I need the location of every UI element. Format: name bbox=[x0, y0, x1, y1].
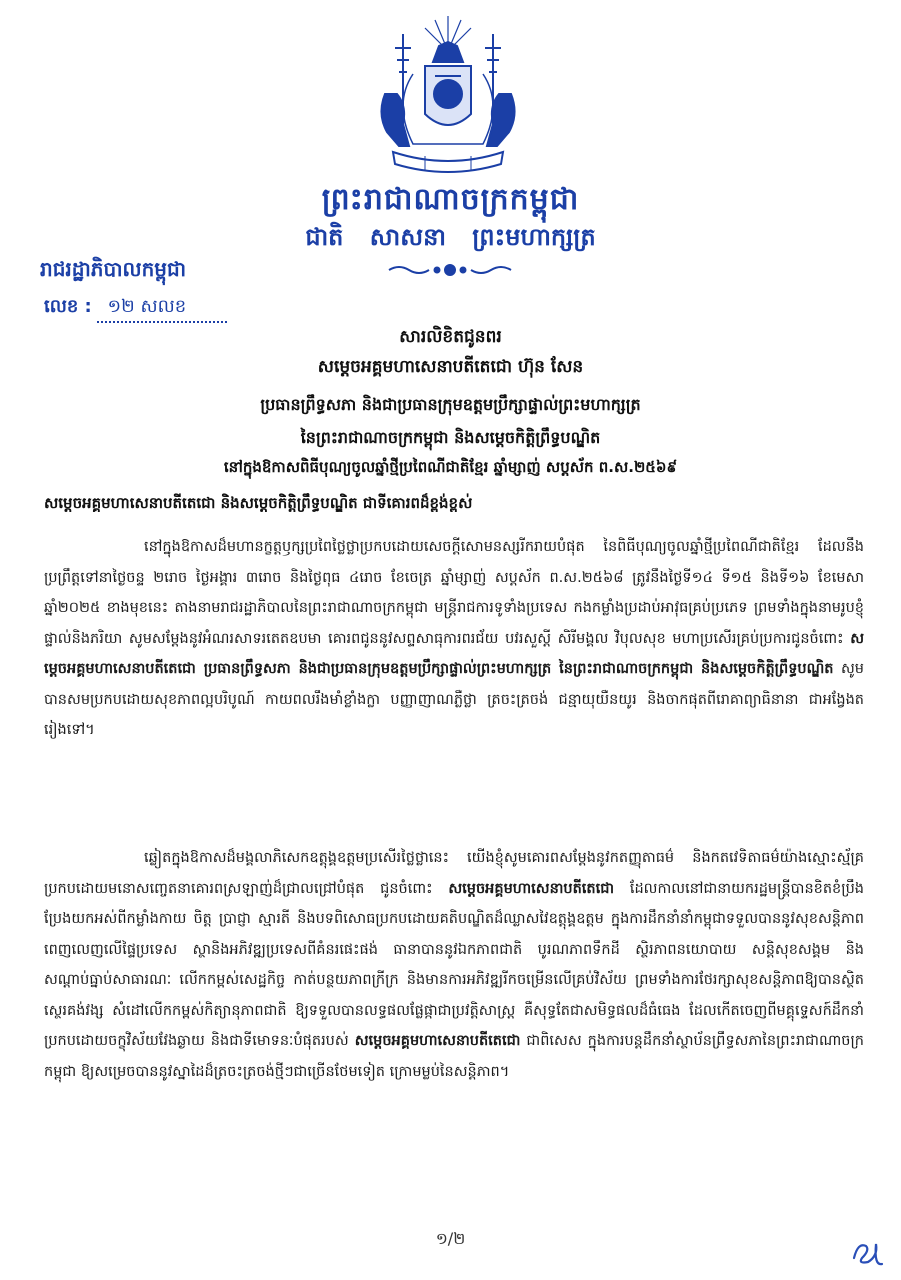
national-motto: ជាតិ សាសនា ព្រះមហាក្សត្រ bbox=[305, 223, 596, 251]
p2-text-a: ឆ្លៀតក្នុងឱកាសដ៏មង្គលាភិសេកឧត្តុង្គឧត្តមប្រសើរថ្លៃថ្លានេះ យើងខ្ញុំសូមគោរពសម្តែងនូវកតញ្ញុតាធម៌ និងកតវេទិតាធម៌យ៉ាងស្មោះស្ម័គ្រ ប្រកបដោយមនោសញ្ចេតនាគោរពស្រឡាញ់ដ៏ជ្រាលជ្រៅបំផុត ជូនចំពោះ bbox=[44, 850, 864, 897]
p1-text-a: នៅក្នុងឱកាសដ៏មហានក្ខត្តឫក្សប្រពៃថ្លៃថ្លាប្រកបដោយសេចក្តីសោមនស្សរីករាយបំផុត នៃពិធីបុណ្យចូលឆ្នាំថ្មីប្រពៃណីជាតិខ្មែរ ដែលនឹងប្រព្រឹត្តទៅនាថ្ងៃចន្ទ ២រោច ថ្ងៃអង្គារ ៣រោច និងថ្ងៃពុធ ៤រោច ខែចេត្រ ឆ្នាំម្សាញ់ សប្តស័ក ព.ស.២៥៦៨ ត្រូវនឹងថ្ងៃទី១៤ ទី១៥ និងទី១៦ ខែមេសា ឆ្នាំ២០២៥ ខាងមុខនេះ តាងនាមរាជរដ្ឋាភិបាលនៃព្រះរាជាណាចក្រកម្ពុជា មន្ត្រីរាជការទូទាំងប្រទេស កងកម្លាំងប្រដាប់អាវុធគ្រប់ប្រភេទ ព្រមទាំងក្នុងនាមរូបខ្ញុំផ្ទាល់និងភរិយា សូមសម្តែងនូវអំណរសាទរតេតឧបមា គោរពជូននូវសព្ទសាធុការពរជ័យ បវរសួស្តី សិរីមង្គល វិបុលសុខ មហាប្រសើរគ្រប់ប្រការជូនចំពោះ bbox=[44, 539, 864, 647]
kingdom-name: ព្រះរាជាណាចក្រកម្ពុជា bbox=[321, 182, 580, 217]
salutation: សម្តេចអគ្គមហាសេនាបតីតេជោ និងសម្តេចកិត្តិព្រឹទ្ធបណ្ឌិត ជាទីគោរពដ៏ខ្ពង់ខ្ពស់ bbox=[44, 494, 473, 512]
reference-label: លេខ : bbox=[44, 296, 92, 317]
p2-text-b: សម្តេចអគ្គមហាសេនាបតីតេជោ bbox=[448, 880, 615, 897]
recipient-name: សម្តេចអគ្គមហាសេនាបតីតេជោ ហ៊ុន សែន bbox=[317, 357, 584, 377]
issuing-government: រាជរដ្ឋាភិបាលកម្ពុជា bbox=[40, 257, 186, 281]
p2-text-e: ជាពិសេស ក្នុងការបន្តដឹកនាំស្ថាប័នព្រឹទ្ធសភានៃព្រះរាជាណាចក្រកម្ពុជា ឱ្យសម្រេចបាននូវស្នាដៃដ៏ត្រចះត្រចង់ថ្មីៗជាច្រើនថែមទៀត ក្រោមម្លប់នៃសន្តិភាព។ bbox=[44, 1033, 864, 1080]
page-number: ១/២ bbox=[435, 1229, 466, 1248]
reference-number bbox=[44, 294, 227, 323]
p2-text-c: ដែលកាលនៅជានាយករដ្ឋមន្ត្រីបានខិតខំប្រឹងប្រែងយកអស់ពីកម្លាំងកាយ ចិត្ត ប្រាជ្ញា ស្មារតី និងបទពិសោធប្រកបដោយគតិបណ្ឌិតដ៏ឈ្លាសវៃឧត្តុង្គឧត្តម ក្នុងការដឹកនាំនាំកម្ពុជាទទួលបាននូវសុខសន្តិភាពពេញលេញលើផ្ទៃប្រទេស ស្ថានិងអភិវឌ្ឍប្រទេសពីគំនរផេះផង់ ធានាបាននូវឯកភាពជាតិ បូរណភាពទឹកដី ស្ថិរភាពនយោបាយ សន្តិសុខសង្គម និងសណ្តាប់ធ្នាប់សាធារណៈ លើកកម្ពស់សេដ្ឋកិច្ច កាត់បន្ថយភាពក្រីក្រ និងមានការអភិវឌ្ឍរីកចម្រើនលើគ្រប់វិស័យ ព្រមទាំងការថែរក្សាសុខសន្តិភាពឱ្យបានស្ថិតស្ថេរគង់វង្ស សំដៅលើកកម្ពស់កិត្យានុភាពជាតិ ឱ្យទទួលបានលទ្ធផលផ្លែផ្កាជាប្រវត្តិសាស្ត្រ គឺសុទ្ធតែជាសមិទ្ធផលដ៏ធំធេង ដែលកើតចេញពីមគ្គុទ្ទេសក៍ដឹកនាំប្រកបដោយចក្ខុវិស័យវែងឆ្ងាយ និងជាទីមោទនៈបំផុតរបស់ bbox=[44, 880, 864, 1049]
recipient-position-2: នៃព្រះរាជាណាចក្រកម្ពុជា និងសម្តេចកិត្តិព្រឹទ្ធបណ្ឌិត bbox=[300, 428, 601, 447]
divider-ornament-icon bbox=[385, 262, 515, 278]
occasion-line: នៅក្នុងឱកាសពិធីបុណ្យចូលឆ្នាំថ្មីប្រពៃណីជាតិខ្មែរ ឆ្នាំម្សាញ់ សប្តស័ក ព.ស.២៥៦៩ bbox=[223, 458, 678, 476]
body-paragraph-1 bbox=[44, 532, 864, 746]
body-paragraph-2 bbox=[44, 843, 864, 1087]
recipient-position: ប្រធានព្រឹទ្ធសភា និងជាប្រធានក្រុមឧត្តមប្រឹក្សាផ្ទាល់ព្រះមហាក្សត្រ bbox=[260, 395, 641, 414]
p1-text-b: សម្តេចអគ្គមហាសេនាបតីតេជោ ប្រធានព្រឹទ្ធសភា និងជាប្រធានក្រុមឧត្តមប្រឹក្សាផ្ទាល់ព្រះមហាក្សត្រ នៃព្រះរាជាណាចក្រកម្ពុជា និងសម្តេចកិត្តិព្រឹទ្ធបណ្ឌិត bbox=[44, 630, 864, 677]
p2-text-d: សម្តេចអគ្គមហាសេនាបតីតេជោ bbox=[354, 1033, 521, 1049]
royal-arms-of-cambodia-icon bbox=[373, 14, 523, 174]
handwritten-initial-icon bbox=[848, 1236, 888, 1268]
p1-text-c: សូមបានសមប្រកបដោយសុខភាពល្អបរិបូណ៍ កាយពលរឹងមាំខ្លាំងក្លា បញ្ញាញាណភ្លឺថ្លា ត្រចះត្រចង់ ជន្មាយុយឺនយូរ និងចាកផុតពីរោគាព្យាធិនានា ជាអង្វែងតរៀងទៅ។ bbox=[44, 661, 865, 738]
reference-value: ១២ សលខ bbox=[97, 294, 227, 323]
letter-title: សារលិខិតជូនពរ bbox=[399, 327, 502, 347]
